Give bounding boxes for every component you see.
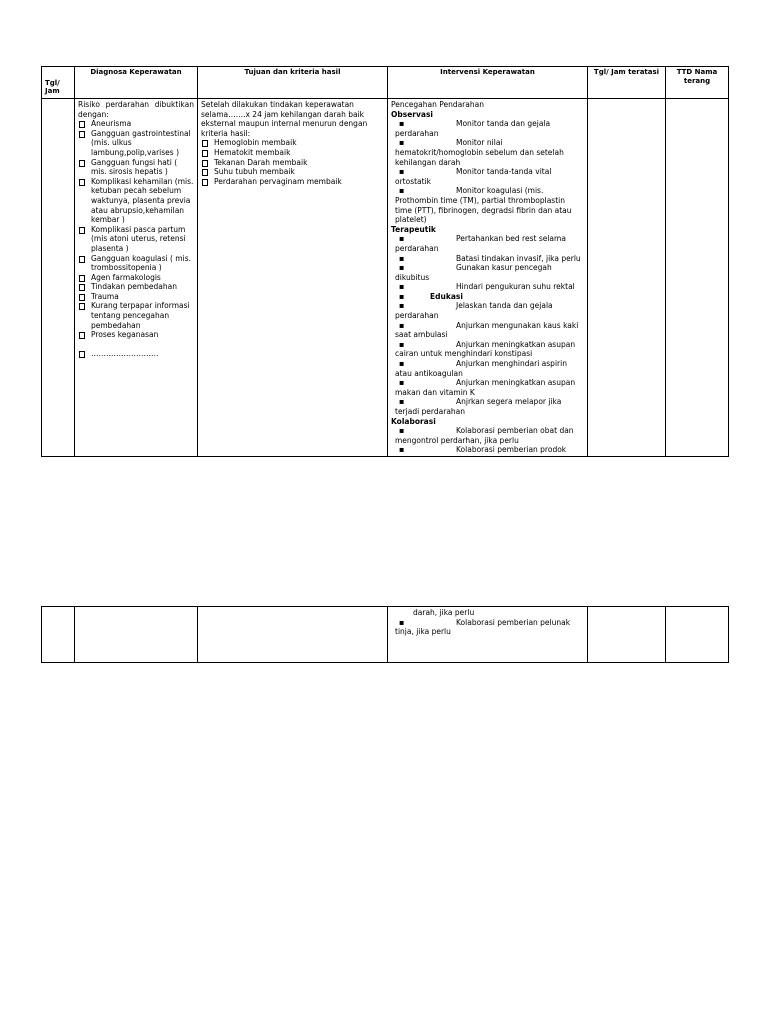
list-item: ▪ Anjurkan meningkatkan asupan makan dan vitamin K: [391, 378, 584, 397]
list-item: Kurang terpapar informasi tentang pencegahan pembedahan: [78, 301, 194, 330]
list-item: ▪ Batasi tindakan invasif, jika perlu: [391, 254, 584, 264]
list-item: ▪ Anjurkan mengunakan kaus kaki saat ambulasi: [391, 321, 584, 340]
list-item: Proses keganasan: [78, 330, 194, 340]
list-item: ▪ Kolaborasi pemberian prodok: [391, 445, 584, 455]
diagnosa-list: [78, 119, 194, 358]
nursing-care-plan-table: [41, 66, 729, 457]
list-item: Suhu tubuh membaik: [201, 167, 384, 177]
list-item: Gangguan gastrointestinal (mis. ulkus lambung,polip,varises ): [78, 129, 194, 158]
list-item: ▪ Monitor tanda dan gejala perdarahan: [391, 119, 584, 138]
list-item: Tindakan pembedahan: [78, 282, 194, 292]
list-item: Komplikasi kehamilan (mis. ketuban pecah sebelum waktunya, plasenta previa atau abrupsio,kehamilan kembar ): [78, 177, 194, 225]
list-item: ▪ Monitor koagulasi (mis. Prothombin time (TM), partial thromboplastin time (PTT), fibrinogen, degradsi fibrin dan atau platelet): [391, 186, 584, 224]
list-item: ▪ Monitor tanda-tanda vital ortostatik: [391, 167, 584, 186]
list-item: ▪ Anjurkan meningkatkan asupan cairan untuk menghindari konstipasi: [391, 340, 584, 359]
observasi-list: [391, 119, 584, 225]
list-item: Aneurisma: [78, 119, 194, 129]
intervensi-title: Pencegahan Pendarahan: [391, 100, 484, 109]
nursing-care-plan-table-continued: [41, 606, 729, 663]
kolaborasi-list-continued: [391, 618, 584, 637]
header-row: [42, 67, 729, 99]
list-item: Hemoglobin membaik: [201, 138, 384, 148]
list-item: Hematokit membaik: [201, 148, 384, 158]
list-item: ▪ Kolaborasi pemberian pelunak tinja, jika perlu: [391, 618, 584, 637]
section-terapeutik: Terapeutik: [391, 224, 436, 234]
header-intervensi: Intervensi Keperawatan: [388, 67, 588, 99]
list-item: ▪ Monitor nilai hematokrit/homoglobin sebelum dan setelah kehilangan darah: [391, 138, 584, 167]
edukasi-list: [391, 301, 584, 416]
list-item: ▪ Anjurkan menghindari aspirin atau antikoagulan: [391, 359, 584, 378]
list-item: Gangguan fungsi hati ( mis. sirosis hepatis ): [78, 158, 194, 177]
kolaborasi-list: [391, 426, 584, 455]
cell-intervensi: [388, 99, 588, 457]
tujuan-list: [201, 138, 384, 186]
list-item: Gangguan koagulasi ( mis. trombossitopenia ): [78, 254, 194, 273]
header-tujuan: Tujuan dan kriteria hasil: [198, 67, 388, 99]
header-ttd: TTD Nama terang: [666, 67, 729, 99]
section-kolaborasi: Kolaborasi: [391, 416, 436, 426]
list-item: ▪ Pertahankan bed rest selama perdarahan: [391, 234, 584, 253]
diagnosa-intro: Risiko perdarahan dibuktikan dengan:: [78, 100, 194, 119]
cell-tgl-jam: [42, 99, 75, 457]
section-edukasi: ▪ Edukasi: [391, 292, 584, 302]
list-item: Komplikasi pasca partum (mis atoni uterus, retensi plasenta ): [78, 225, 194, 254]
table-row: [42, 607, 729, 663]
list-item-blank: ………………………: [78, 349, 194, 359]
continuation-text: darah, jika perlu: [413, 608, 475, 617]
list-item: Perdarahan pervaginam membaik: [201, 177, 384, 187]
cell-diagnosa: [75, 99, 198, 457]
list-item: ▪ Gunakan kasur pencegah dikubitus: [391, 263, 584, 282]
cell-diagnosa: [75, 607, 198, 663]
cell-tujuan: [198, 99, 388, 457]
cell-tujuan: [198, 607, 388, 663]
cell-tgl-jam: [42, 607, 75, 663]
cell-ttd: [666, 99, 729, 457]
cell-intervensi: [388, 607, 588, 663]
list-item: ▪ Kolaborasi pemberian obat dan mengontrol perdarhan, jika perlu: [391, 426, 584, 445]
table-row: [42, 99, 729, 457]
list-item: Trauma: [78, 292, 194, 302]
list-item: Tekanan Darah membaik: [201, 158, 384, 168]
list-item: ▪ Hindari pengukuran suhu rektal: [391, 282, 584, 292]
cell-tgl-teratasi: [588, 99, 666, 457]
list-item: Agen farmakologis: [78, 273, 194, 283]
header-diagnosa: Diagnosa Keperawatan: [75, 67, 198, 99]
cell-tgl-teratasi: [588, 607, 666, 663]
terapeutik-list: [391, 234, 584, 292]
section-observasi: Observasi: [391, 109, 433, 119]
header-tgl-teratasi: Tgl/ Jam teratasi: [588, 67, 666, 99]
header-tgl-jam: Tgl/ Jam: [42, 67, 75, 99]
cell-ttd: [666, 607, 729, 663]
list-item: ▪ Anjrkan segera melapor jika terjadi perdarahan: [391, 397, 584, 416]
tujuan-intro: Setelah dilakukan tindakan keperawatan selama…….x 24 jam kehilangan darah baik eksternal maupun internal menurun dengan kriteria hasil:: [201, 100, 368, 138]
list-item: ▪ Jelaskan tanda dan gejala perdarahan: [391, 301, 584, 320]
